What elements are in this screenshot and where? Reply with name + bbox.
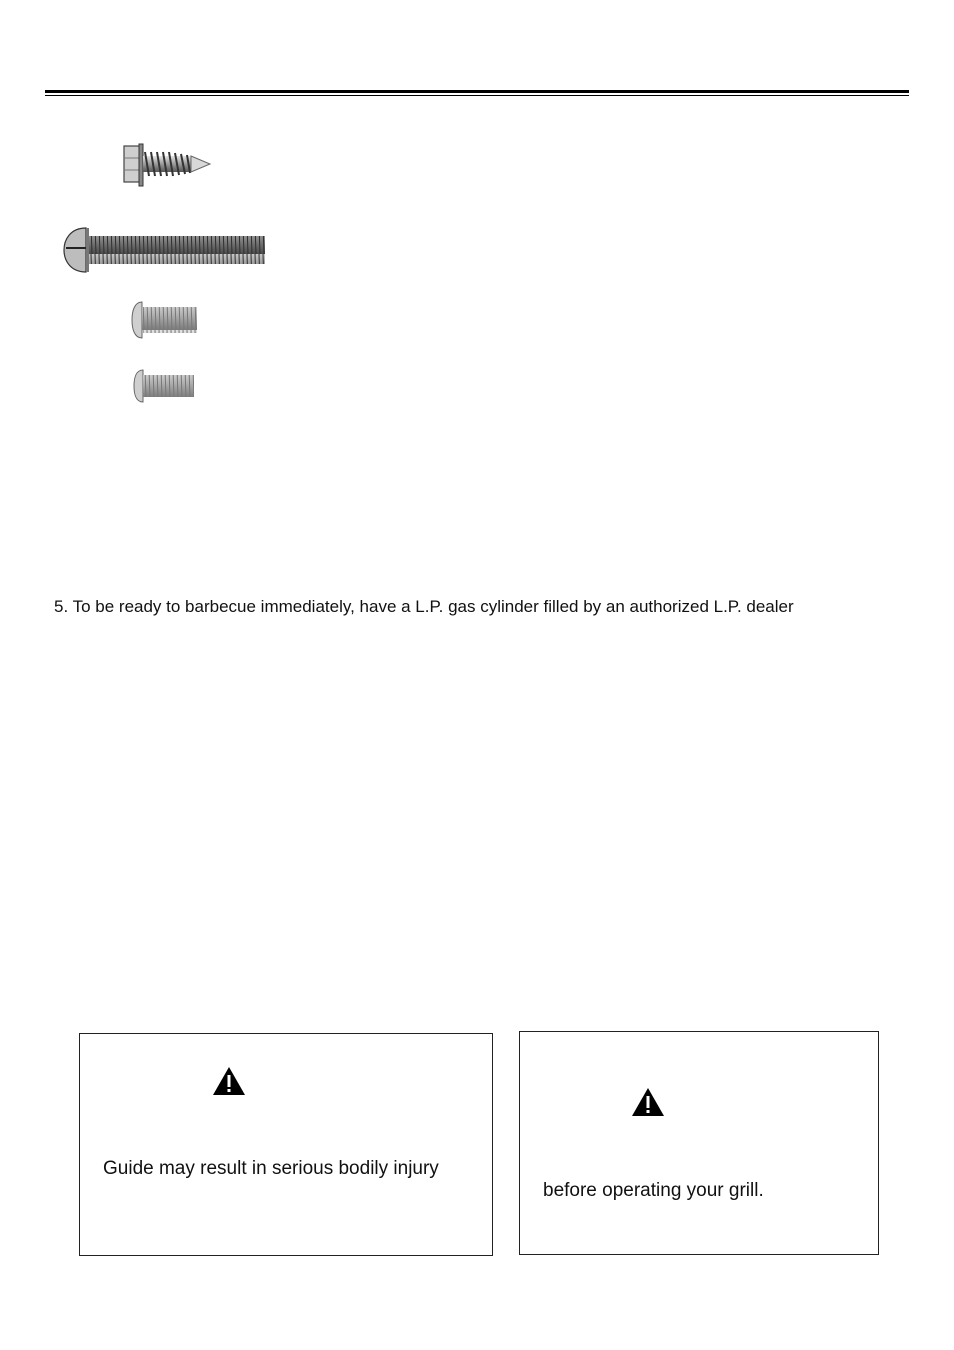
short-bolt-icon: [130, 300, 200, 340]
header-rule-thin: [45, 95, 909, 96]
long-round-head-bolt-icon: [62, 224, 268, 276]
warning-text: Guide may result in serious bodily injury: [103, 1158, 439, 1179]
header-rule: [45, 90, 909, 93]
warning-triangle-icon: [212, 1066, 246, 1096]
warning-triangle-icon: [631, 1087, 665, 1117]
step-5-instruction: 5. To be ready to barbecue immediately, have a L.P. gas cylinder filled by an authorized L.P. dealer: [54, 597, 794, 616]
warning-box-left: [79, 1033, 493, 1256]
warning-text: before operating your grill.: [543, 1180, 764, 1201]
hex-washer-screw-icon: [122, 142, 214, 188]
warning-box-right: [519, 1031, 879, 1255]
short-bolt-icon: [132, 368, 196, 404]
